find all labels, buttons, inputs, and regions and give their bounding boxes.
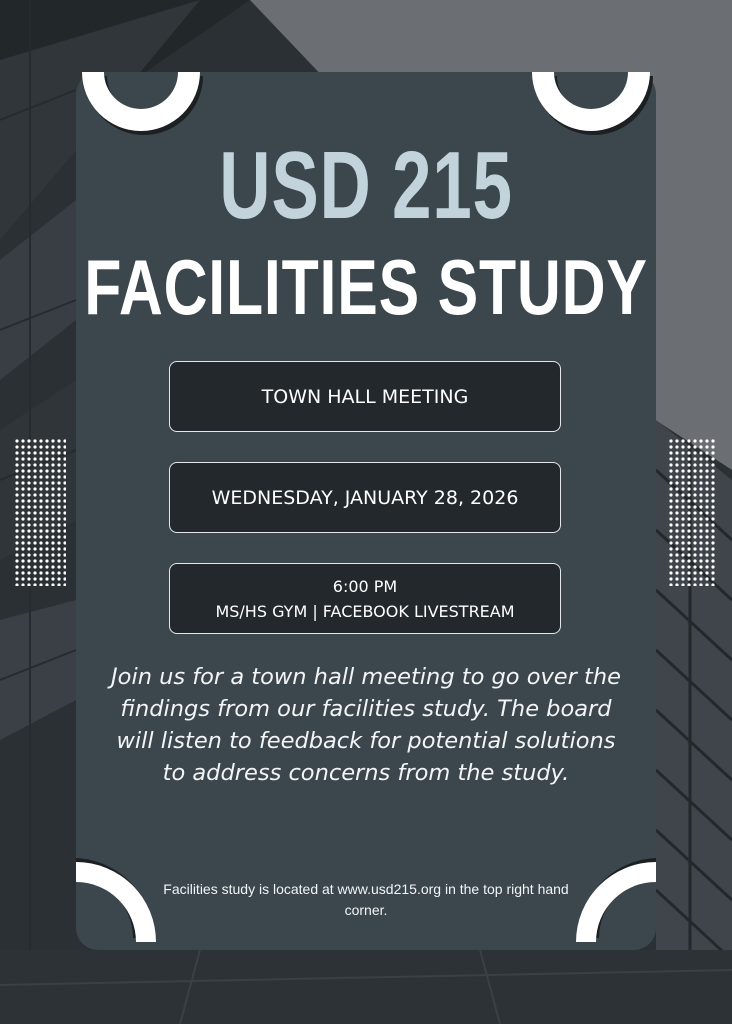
- date-box: [169, 462, 561, 533]
- halftone-dots-right: [668, 438, 716, 586]
- study-title: FACILITIES STUDY: [84, 243, 648, 331]
- event-description: Join us for a town hall meeting to go over the findings from our facilities study. The board will listen to feedback for potential solutions to address concerns from the study.: [111, 664, 621, 786]
- time-location-box: [169, 563, 561, 634]
- halftone-dots-left: [14, 438, 66, 586]
- district-title: USD 215: [219, 132, 513, 239]
- footnote: Facilities study is located at www.usd215.org in the top right hand corner.: [163, 881, 569, 918]
- event-type-label: TOWN HALL MEETING: [261, 385, 469, 408]
- quarter-ring-icon-top-left: [78, 72, 204, 136]
- quarter-ring-icon-bottom-right: [570, 856, 656, 942]
- event-type-box: [169, 361, 561, 432]
- quarter-ring-icon-top-right: [528, 72, 656, 136]
- event-date: WEDNESDAY, JANUARY 28, 2026: [211, 486, 519, 509]
- event-location: MS/HS GYM | FACEBOOK LIVESTREAM: [215, 601, 515, 621]
- event-time: 6:00 PM: [332, 576, 398, 596]
